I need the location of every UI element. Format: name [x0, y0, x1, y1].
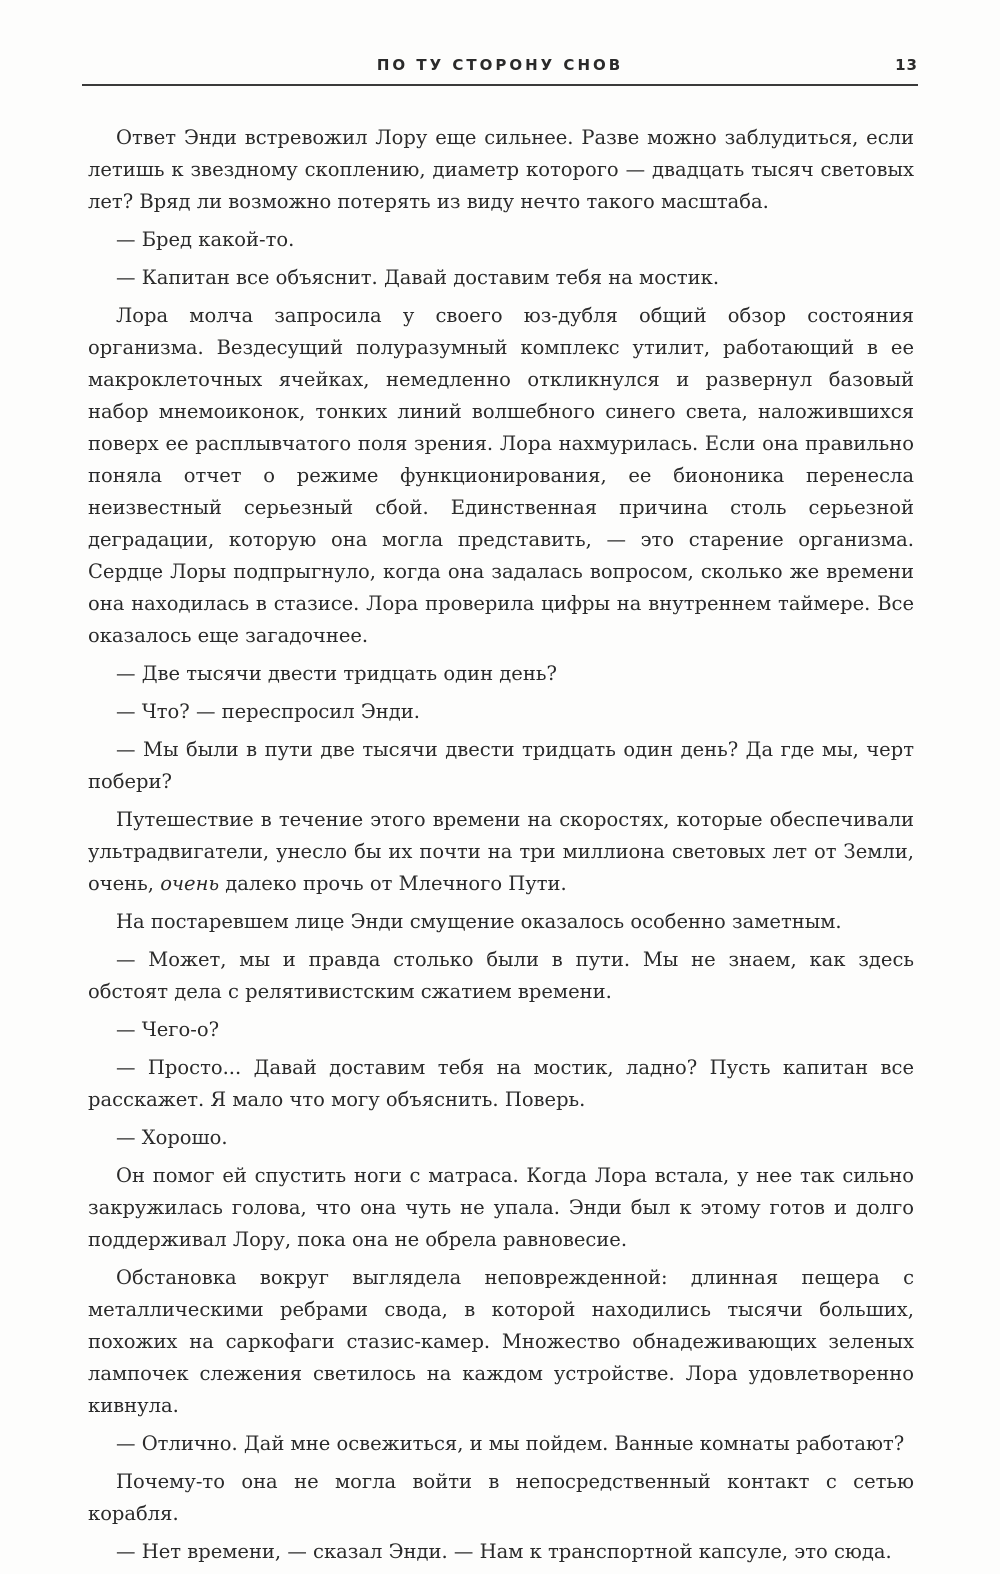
paragraph: — Просто... Давай доставим тебя на мостик, ладно? Пусть капитан все расскажет. Я мало что могу объяснить. Поверь.	[88, 1056, 914, 1111]
paragraph: Почему-то она не могла войти в непосредственный контакт с сетью корабля.	[88, 1470, 914, 1525]
paragraph: — Капитан все объяснит. Давай доставим тебя на мостик.	[116, 266, 720, 289]
running-header	[82, 52, 918, 86]
emphasis-text: очень	[160, 872, 220, 895]
paragraph: Лора молча запросила у своего юз-дубля общий обзор состояния организма. Вездесущий полуразумный комплекс утилит, работающий в ее макроклеточных ячейках, немедленно откликнулся и развернул базовый набор мнемоиконок, тонких линий волшебного синего света, наложившихся поверх ее расплывчатого поля зрения. Лора нахмурилась. Если она правильно поняла отчет о режиме функционирования, ее биононика перенесла неизвестный серьезный сбой. Единственная причина столь серьезной деградации, которую она могла представить, — это старение организма. Сердце Лоры подпрыгнуло, когда она задалась вопросом, сколько же времени она находилась в стазисе. Лора проверила цифры на внутреннем таймере. Все оказалось еще загадочнее.	[88, 304, 914, 647]
paragraph-text: далеко прочь от Млечного Пути.	[219, 872, 567, 895]
paragraph: — Бред какой-то.	[116, 228, 295, 251]
paragraph: — Отлично. Дай мне освежиться, и мы пойдем. Ванные комнаты работают?	[116, 1432, 905, 1455]
paragraph: Он помог ей спустить ноги с матраса. Когда Лора встала, у нее так сильно закружилась голова, что она чуть не упала. Энди был к этому готов и долго поддерживал Лору, пока она не обрела равновесие.	[88, 1164, 914, 1251]
page-number: 13	[895, 56, 918, 74]
paragraph	[88, 804, 914, 900]
paragraph: Ответ Энди встревожил Лору еще сильнее. Разве можно заблудиться, если летишь к звездному скоплению, диаметр которого — двадцать тысяч световых лет? Вряд ли возможно потерять из виду нечто такого масштаба.	[88, 126, 914, 213]
running-title: ПО ТУ СТОРОНУ СНОВ	[376, 56, 624, 74]
paragraph: Обстановка вокруг выглядела неповрежденной: длинная пещера с металлическими ребрами свода, в которой находились тысячи больших, похожих на саркофаги стазис-камер. Множество обнадеживающих зеленых лампочек слежения светилось на каждом устройстве. Лора удовлетворенно кивнула.	[88, 1266, 914, 1417]
paragraph: — Мы были в пути две тысячи двести тридцать один день? Да где мы, черт побери?	[88, 738, 914, 793]
paragraph: — Нет времени, — сказал Энди. — Нам к транспортной капсуле, это сюда.	[116, 1540, 892, 1563]
body-text	[88, 122, 914, 1574]
paragraph-text: Путешествие в течение этого времени на скоростях, которые обеспечивали ультрадвигатели, унесло бы их почти на три миллиона световых лет от Земли, очень,	[88, 808, 914, 895]
paragraph: — Может, мы и правда столько были в пути. Мы не знаем, как здесь обстоят дела с релятивистским сжатием времени.	[88, 948, 914, 1003]
paragraph: На постаревшем лице Энди смущение оказалось особенно заметным.	[116, 910, 842, 933]
paragraph: — Хорошо.	[116, 1126, 228, 1149]
paragraph: — Две тысячи двести тридцать один день?	[116, 662, 557, 685]
paragraph: — Что? — переспросил Энди.	[116, 700, 420, 723]
paragraph: — Чего-о?	[116, 1018, 220, 1041]
